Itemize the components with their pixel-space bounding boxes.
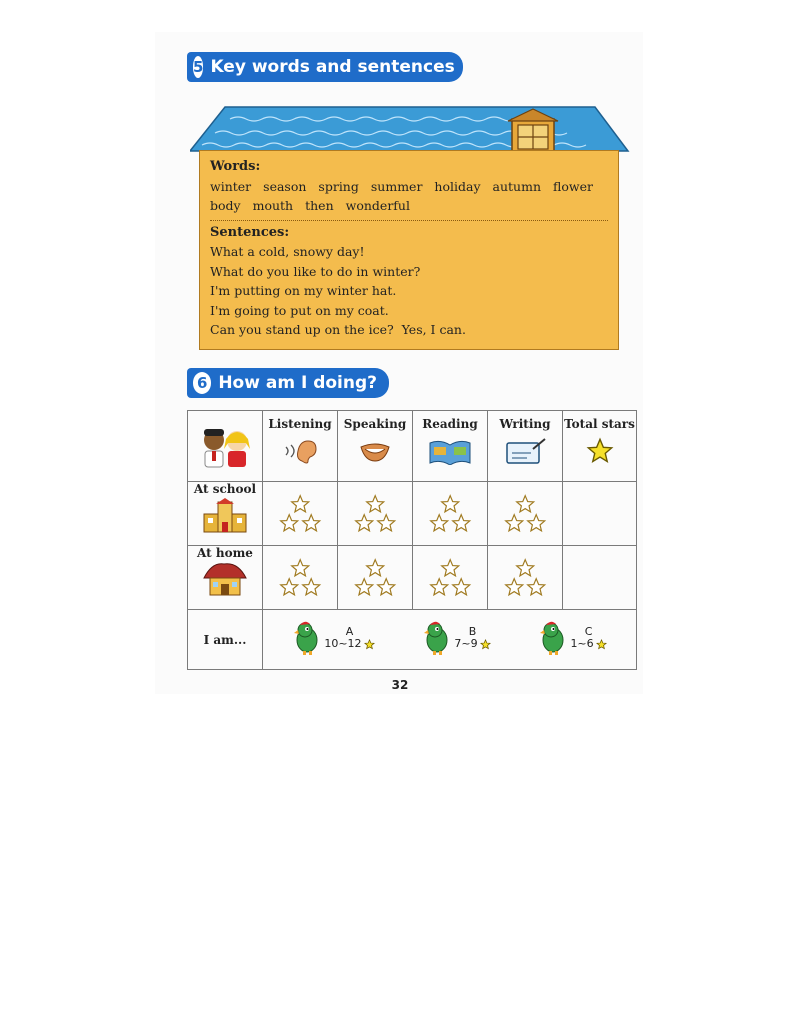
word: then <box>305 198 334 213</box>
star-icon <box>596 639 607 650</box>
empty-stars-icon[interactable] <box>263 558 337 598</box>
empty-stars-icon[interactable] <box>413 494 487 534</box>
ear-icon <box>280 437 320 465</box>
grade-letter: A <box>345 625 354 638</box>
grade-c <box>538 620 606 656</box>
parrot-icon <box>292 620 322 656</box>
header-reading <box>413 411 488 482</box>
sentence: What a cold, snowy day! <box>210 244 365 259</box>
grade-a <box>292 620 374 656</box>
header-total-stars <box>563 411 637 482</box>
book-icon <box>428 437 472 465</box>
empty-stars-icon[interactable] <box>263 494 337 534</box>
section-number-badge: 6 <box>193 372 211 394</box>
word: autumn <box>492 178 541 194</box>
section-number-badge: 5 <box>193 58 204 76</box>
word: summer <box>370 178 423 194</box>
word: wonderful <box>345 198 410 213</box>
mouth-icon <box>355 437 395 465</box>
page-number: 32 <box>391 678 409 692</box>
section-5-header <box>187 52 463 82</box>
total-stars-school-cell[interactable] <box>563 482 637 546</box>
empty-stars-icon[interactable] <box>338 494 412 534</box>
word: spring <box>318 178 359 194</box>
empty-stars-icon[interactable] <box>488 558 562 598</box>
parrot-icon <box>538 620 568 656</box>
key-words-panel <box>199 150 619 350</box>
header-listening <box>263 411 338 482</box>
parrot-icon <box>422 620 452 656</box>
children-illustration-cell <box>188 411 263 482</box>
header-label: Speaking <box>343 417 407 431</box>
star-set-school-speaking[interactable] <box>338 482 413 546</box>
writing-pad-icon <box>503 437 547 465</box>
star-set-home-speaking[interactable] <box>338 546 413 610</box>
header-writing <box>488 411 563 482</box>
home-icon <box>202 562 248 596</box>
section-title: Key words and sentences <box>210 57 455 77</box>
star-set-school-writing[interactable] <box>488 482 563 546</box>
row-at-school <box>188 482 263 546</box>
row-label: At school <box>193 482 257 496</box>
sentence: Can you stand up on the ice? Yes, I can. <box>210 322 466 337</box>
sentence: What do you like to do in winter? <box>210 263 421 279</box>
star-set-school-reading[interactable] <box>413 482 488 546</box>
sentence: I'm going to put on my coat. <box>210 302 389 318</box>
star-set-home-writing[interactable] <box>488 546 563 610</box>
header-label: Listening <box>268 417 332 431</box>
grade-range: 10~12 <box>324 638 374 650</box>
sentences-label: Sentences: <box>210 224 290 240</box>
section-6-header <box>187 368 389 398</box>
grade-b <box>422 620 490 656</box>
sentence: I'm putting on my winter hat. <box>210 283 397 298</box>
header-speaking <box>338 411 413 482</box>
header-label: Total stars <box>564 417 635 431</box>
word: body <box>210 198 241 213</box>
empty-stars-icon[interactable] <box>488 494 562 534</box>
children-icon <box>197 423 253 469</box>
star-icon <box>364 639 375 650</box>
header-label: Writing <box>499 417 551 431</box>
total-stars-home-cell[interactable] <box>563 546 637 610</box>
word: season <box>263 178 307 194</box>
star-icon <box>480 639 491 650</box>
grade-letter: C <box>584 625 593 638</box>
house-roof-illustration <box>190 105 630 153</box>
self-assessment-table <box>187 410 637 670</box>
star-set-home-reading[interactable] <box>413 546 488 610</box>
star-icon <box>586 437 614 465</box>
grade-scale <box>263 610 637 670</box>
grade-range: 1~6 <box>570 638 606 650</box>
row-label: At home <box>197 546 253 560</box>
star-set-home-listening[interactable] <box>263 546 338 610</box>
words-label: Words: <box>210 159 261 174</box>
empty-stars-icon[interactable] <box>338 558 412 598</box>
school-icon <box>200 498 250 534</box>
section-title: How am I doing? <box>218 373 377 393</box>
word: holiday <box>434 178 481 194</box>
row-at-home <box>188 546 263 610</box>
star-set-school-listening[interactable] <box>263 482 338 546</box>
dotted-divider <box>210 220 608 221</box>
grade-letter: B <box>468 625 477 638</box>
words-line-2 <box>210 196 608 216</box>
word: winter <box>210 178 252 194</box>
grade-range: 7~9 <box>454 638 490 650</box>
empty-stars-icon[interactable] <box>413 558 487 598</box>
words-line-1 <box>210 177 608 197</box>
word: mouth <box>252 198 294 213</box>
word: flower <box>553 178 593 194</box>
header-label: Reading <box>422 417 478 431</box>
i-am-label: I am... <box>188 610 263 670</box>
